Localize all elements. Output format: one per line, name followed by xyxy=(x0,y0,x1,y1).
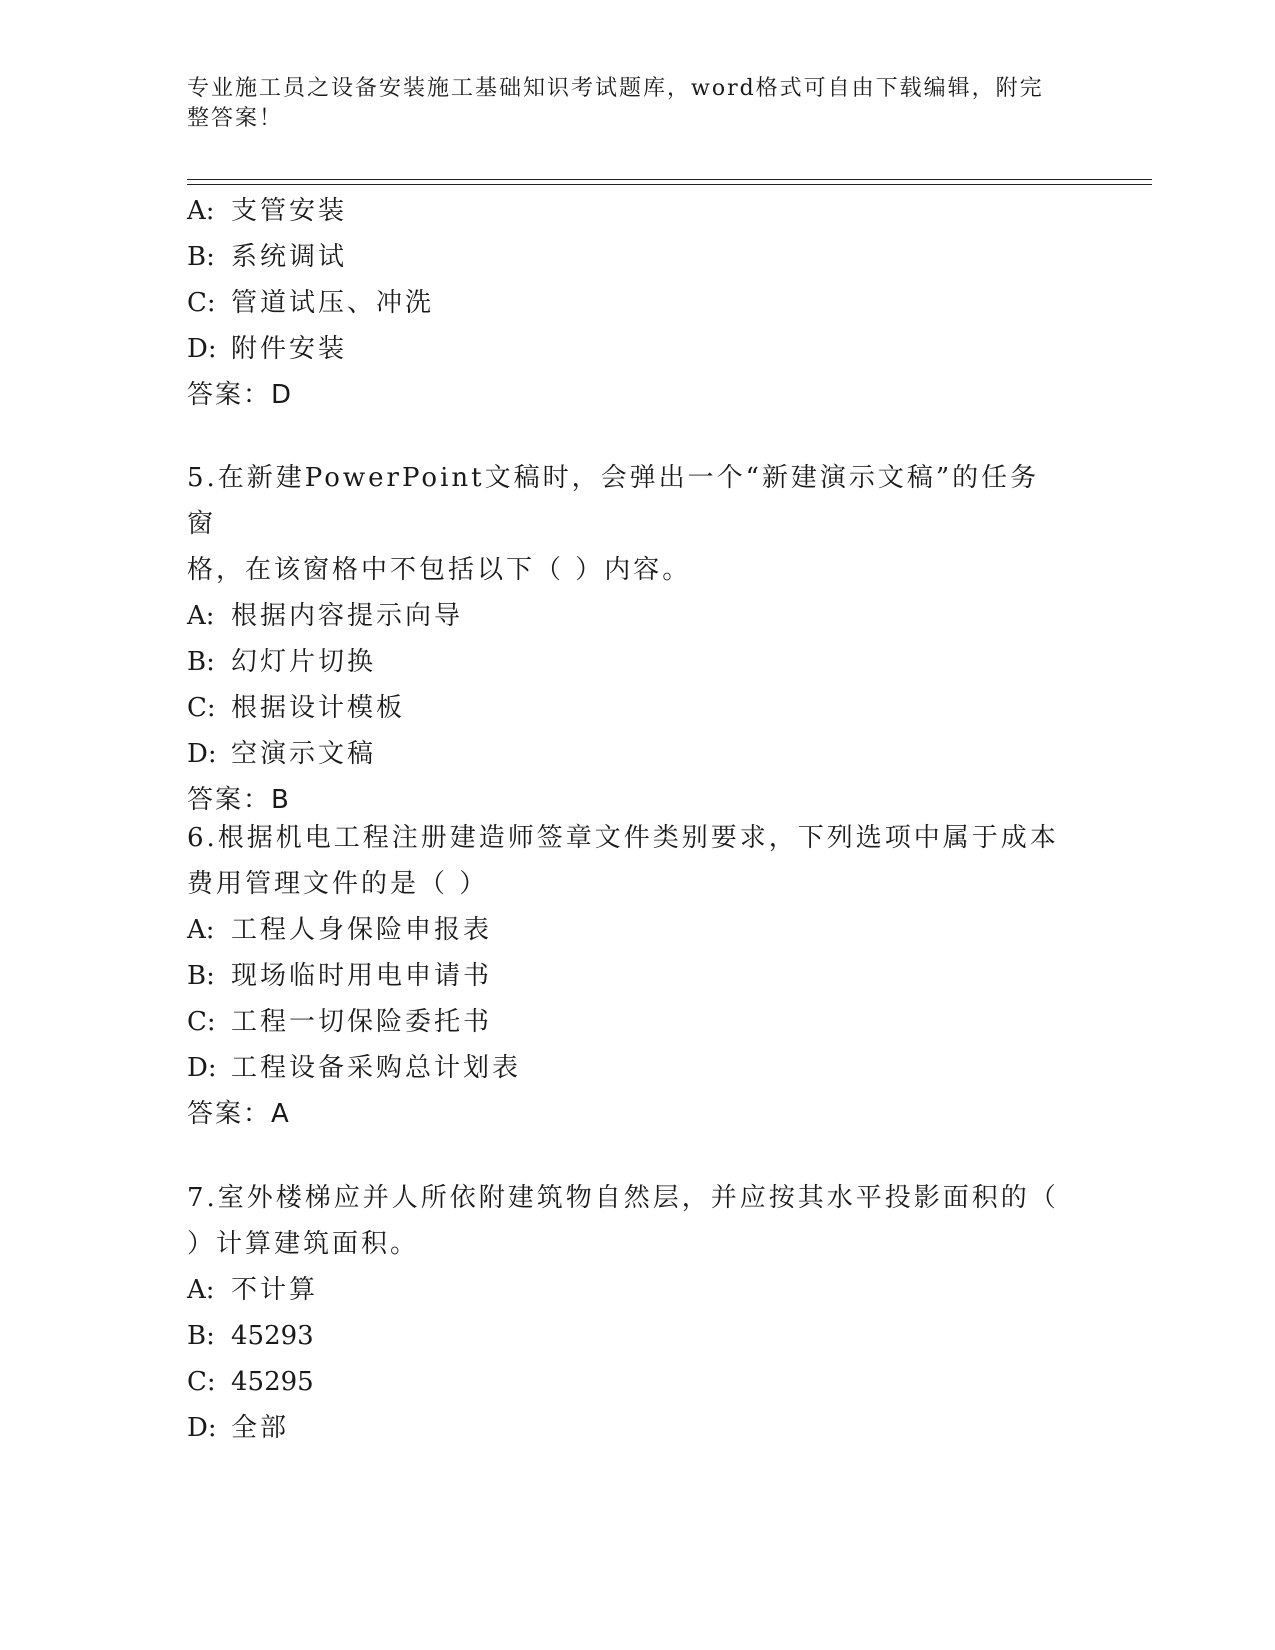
option-b: B: 45293 xyxy=(187,1321,314,1351)
question-text-line-2: ）计算建筑面积。 xyxy=(187,1229,420,1259)
question-text-line-1: 5.在新建PowerPoint文稿时，会弹出一个“新建演示文稿”的任务窗 xyxy=(187,463,1040,539)
answer-line: 答案：B xyxy=(187,785,291,815)
question-text-line-2: 格，在该窗格中不包括以下（ ）内容。 xyxy=(187,555,692,585)
option-a: A: 不计算 xyxy=(187,1275,319,1305)
question-7-block xyxy=(187,1175,1087,1451)
option-b: B: 现场临时用电申请书 xyxy=(187,961,493,991)
question-5-block xyxy=(187,455,1087,823)
answer-line: 答案：A xyxy=(187,1099,291,1129)
question-4-block xyxy=(187,188,1087,418)
option-c: C: 管道试压、冲洗 xyxy=(187,288,435,318)
answer-line: 答案：D xyxy=(187,380,294,410)
question-text-line-1: 7.室外楼梯应并人所依附建筑物自然层，并应按其水平投影面积的（ xyxy=(187,1183,1059,1213)
option-d: D: 附件安装 xyxy=(187,334,348,364)
option-a: A: 根据内容提示向导 xyxy=(187,601,464,631)
option-d: D: 工程设备采购总计划表 xyxy=(187,1053,522,1083)
document-header: 专业施工员之设备安装施工基础知识考试题库，word格式可自由下载编辑，附完整答案！ xyxy=(187,76,1044,131)
question-text-line-2: 费用管理文件的是（ ） xyxy=(187,869,489,899)
option-b: B: 系统调试 xyxy=(187,242,348,272)
question-text-line-1: 6.根据机电工程注册建造师签章文件类别要求，下列选项中属于成本 xyxy=(187,823,1059,853)
option-d: D: 空演示文稿 xyxy=(187,739,377,769)
header-divider-bottom xyxy=(187,184,1152,185)
option-b: B: 幻灯片切换 xyxy=(187,647,377,677)
option-c: C: 根据设计模板 xyxy=(187,693,406,723)
option-d: D: 全部 xyxy=(187,1413,290,1443)
option-a: A: 支管安装 xyxy=(187,196,348,226)
header-divider-top xyxy=(187,179,1152,180)
option-c: C: 工程一切保险委托书 xyxy=(187,1007,493,1037)
question-6-block xyxy=(187,815,1087,1137)
option-a: A: 工程人身保险申报表 xyxy=(187,915,493,945)
option-c: C: 45295 xyxy=(187,1367,314,1397)
